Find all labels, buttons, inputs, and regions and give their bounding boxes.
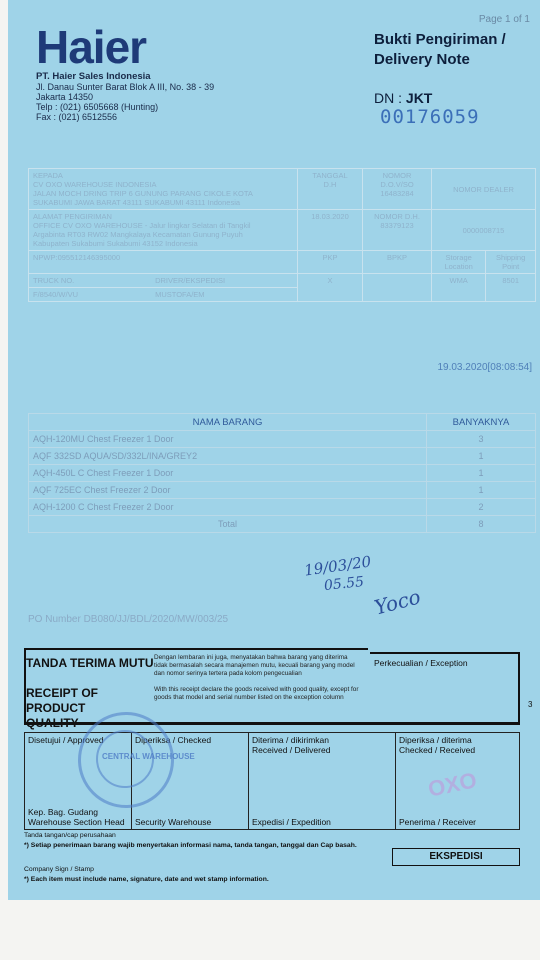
truck-row	[29, 274, 536, 288]
delivered-role: Expedisi / Expedition	[252, 817, 331, 827]
items-header-row	[29, 414, 536, 431]
copy-label: EKSPEDISI	[392, 848, 520, 866]
shipping-label: Shipping Point	[496, 253, 526, 271]
handwritten-date: 19/03/20	[303, 552, 373, 580]
receipt-title-en: RECEIPT OF PRODUCT	[26, 686, 99, 715]
title-line-1: Bukti Pengiriman /	[374, 31, 506, 48]
tanggal-cell	[298, 169, 363, 210]
total-row	[29, 516, 536, 533]
company-info	[36, 72, 214, 122]
footer-line-3: Company Sign / Stamp	[24, 866, 94, 873]
bpkp-label: BPKP	[386, 253, 407, 262]
header-row	[29, 169, 536, 210]
date-cell	[298, 210, 363, 251]
item-row	[29, 499, 536, 516]
nomor-label: NOMOR	[382, 171, 412, 180]
tanggal-value: D.H	[323, 180, 337, 189]
storage-label: Storage Location	[444, 253, 473, 271]
stamp-text: CENTRAL WAREHOUSE	[102, 752, 195, 761]
total-value: 8	[427, 516, 536, 533]
item-qty: 1	[427, 465, 536, 482]
item-qty: 1	[427, 448, 536, 465]
item-row	[29, 465, 536, 482]
col-banyaknya: BANYAKNYA	[427, 414, 536, 431]
footer-line-4: *) Each item must include name, signature, date and wet stamp information.	[24, 876, 269, 883]
truck-label: TRUCK NO.	[33, 276, 75, 285]
receiver-label-2: Checked / Received	[399, 745, 476, 755]
receiver-label-1: Diperiksa / diterima	[399, 735, 472, 745]
handwritten-time: 05.55	[323, 573, 365, 595]
items-table	[28, 413, 536, 533]
storage-value-cell	[432, 274, 486, 302]
oxo-stamp: OXO	[425, 767, 479, 802]
npwp-value: NPWP:095512146395000	[33, 253, 121, 262]
page-number: Page 1 of 1	[478, 14, 530, 25]
dn-prefix: JKT	[405, 90, 433, 106]
kepada-name: CV OXO WAREHOUSE INDONESIA	[33, 180, 157, 189]
kepada-cell	[29, 169, 298, 210]
pkp-label-cell	[298, 251, 363, 274]
nomor-dh-cell	[363, 210, 432, 251]
bpkp-label-cell	[363, 251, 432, 274]
receipt-title-id: TANDA TERIMA MUTU	[26, 656, 154, 670]
bpkp-value-cell	[363, 274, 432, 302]
delivered-cell	[249, 733, 396, 830]
delivery-note-sheet	[8, 0, 540, 900]
npwp-row	[29, 251, 536, 274]
approved-role	[28, 807, 125, 827]
dealer-value-cell	[432, 210, 536, 251]
approved-role-1: Kep. Bag. Gudang	[28, 807, 98, 817]
header-table	[28, 168, 536, 302]
haier-logo: Haier	[36, 21, 147, 73]
storage-value: WMA	[449, 276, 468, 285]
delivered-label-1: Diterima / dikirimkan	[252, 735, 329, 745]
document-title	[374, 30, 506, 70]
po-number: PO Number DB080/JJ/BDL/2020/MW/003/25	[28, 614, 229, 625]
truck-driver-values	[29, 288, 298, 302]
pkp-value-cell	[298, 274, 363, 302]
checked-label: Diperiksa / Checked	[135, 735, 212, 745]
shipping-label-cell	[486, 251, 536, 274]
item-qty: 1	[427, 482, 536, 499]
title-line-2: Delivery Note	[374, 51, 470, 68]
receiver-role: Penerima / Receiver	[399, 817, 477, 827]
dn-number-row	[374, 90, 540, 128]
item-row	[29, 448, 536, 465]
driver-value: MUSTOFA/EM	[155, 290, 205, 299]
truck-value: F/8540/W/VU	[33, 290, 79, 299]
item-row	[29, 482, 536, 499]
dn-sep: :	[398, 90, 403, 106]
nomor-value-1: D.O.V/SO	[380, 180, 414, 189]
print-timestamp: 19.03.2020[08:08:54]	[437, 362, 532, 373]
receipt-text-en: With this receipt declare the goods received with good quality, except for goods that model and serial number listed on the exception column	[154, 686, 359, 701]
approved-label: Disetujui / Approved	[28, 735, 104, 745]
nomor-dealer-label: NOMOR DEALER	[453, 184, 514, 194]
handwritten-signature: Yoco	[371, 584, 424, 620]
storage-label-cell	[432, 251, 486, 274]
alamat-row	[29, 210, 536, 251]
item-name: AQF 725EC Chest Freezer 2 Door	[29, 482, 427, 499]
kepada-label: KEPADA	[33, 171, 63, 180]
exception-label: Perkecualian / Exception	[374, 658, 468, 668]
nomor-dh-value: 83379123	[380, 221, 414, 230]
receipt-text-id: Dengan lembaran ini juga, menyatakan bahwa barang yang diterima tidak bermasalah secara manajemen mutu, kecuali barang yang model dan nomor serinya tertera pada kolom pengecualian	[154, 654, 355, 677]
item-name: AQF 332SD AQUA/SD/332L/INA/GREY2	[29, 448, 427, 465]
checked-role: Security Warehouse	[135, 817, 212, 827]
alamat-cell	[29, 210, 298, 251]
shipping-value-cell	[486, 274, 536, 302]
pkp-value: X	[327, 276, 333, 285]
margin-mark: 3	[528, 700, 533, 709]
exception-box	[370, 652, 520, 724]
kepada-address-2: SUKABUMI JAWA BARAT 43111 SUKABUMI 43111 Indonesia	[33, 198, 241, 207]
company-name: PT. Haier Sales Indonesia	[36, 71, 151, 82]
driver-label: DRIVER/EKSPEDISI	[155, 276, 226, 285]
date-value: 18.03.2020	[311, 212, 349, 221]
item-qty: 3	[427, 431, 536, 448]
company-address-1: Jl. Danau Sunter Barat Blok A III, No. 38 - 39	[36, 82, 215, 92]
shipping-value: 8501	[502, 276, 519, 285]
dn-number: 00176059	[380, 106, 480, 128]
alamat-line-3: Kabupaten Sukabumi Sukabumi 43152 Indonesia	[33, 239, 198, 248]
alamat-line-2: Argabinta RT03 RW02 Mangkalaya Kecamatan Gunung Puyuh	[33, 230, 243, 239]
truck-driver-header	[29, 274, 298, 288]
item-qty: 2	[427, 499, 536, 516]
item-name: AQH-120MU Chest Freezer 1 Door	[29, 431, 427, 448]
npwp-cell	[29, 251, 298, 274]
pkp-label: PKP	[322, 253, 338, 262]
delivered-label-2: Received / Delivered	[252, 745, 331, 755]
company-phone: Telp : (021) 6505668 (Hunting)	[36, 102, 159, 112]
dn-label: DN	[374, 90, 395, 106]
kepada-address-1: JALAN MOCH DRING TRIP 6 GUNUNG PARANG CIKOLE KOTA	[33, 189, 253, 198]
company-fax: Fax : (021) 6512556	[36, 112, 118, 122]
footer-line-2: *) Setiap penerimaan barang wajib menyertakan informasi nama, tanda tangan, tanggal dan Cap basah.	[24, 842, 357, 849]
tanggal-label: TANGGAL	[312, 171, 348, 180]
nomor-dealer-cell	[432, 169, 536, 210]
company-address-2: Jakarta 14350	[36, 92, 94, 102]
dealer-value: 0000008715	[462, 225, 505, 235]
item-name: AQH-1200 C Chest Freezer 2 Door	[29, 499, 427, 516]
nomor-cell	[363, 169, 432, 210]
item-name: AQH-450L C Chest Freezer 1 Door	[29, 465, 427, 482]
footer-line-1: Tanda tangan/cap perusahaan	[24, 832, 116, 839]
col-nama-barang: NAMA BARANG	[29, 414, 427, 431]
approved-role-2: Warehouse Section Head	[28, 817, 125, 827]
nomor-dh-label: NOMOR D.H.	[374, 212, 420, 221]
nomor-value-2: 16483284	[380, 189, 414, 198]
alamat-line-1: OFFICE CV OXO WAREHOUSE - Jalur lingkar Selatan di Tangkil	[33, 221, 251, 230]
item-row	[29, 431, 536, 448]
total-label: Total	[29, 516, 427, 533]
alamat-label: ALAMAT PENGIRIMAN	[33, 212, 112, 221]
